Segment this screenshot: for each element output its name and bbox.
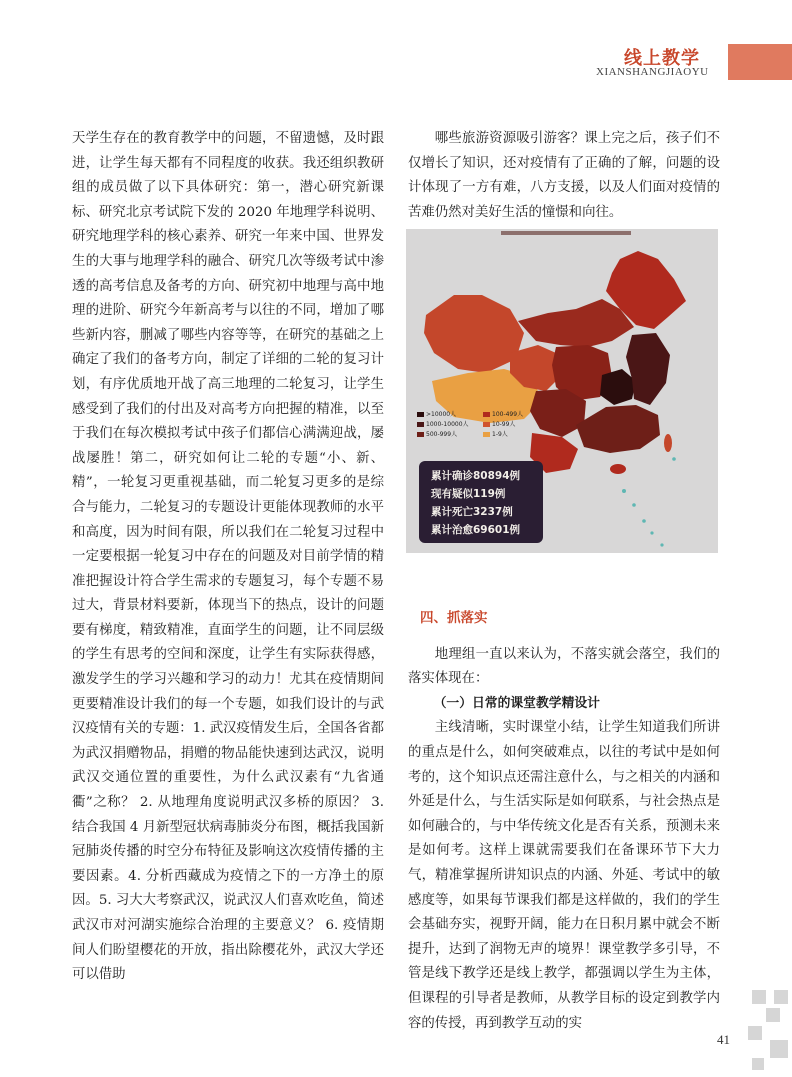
- taiwan-island: [664, 434, 672, 452]
- stat-recovered: 累计治愈69601例: [431, 524, 521, 536]
- stat-deaths: 累计死亡3237例: [431, 506, 513, 518]
- legend-item: 1000-10000人: [417, 419, 469, 428]
- section-intro: 地理组一直以来认为，不落实就会落空，我们的落实体现在：: [408, 646, 720, 687]
- right-column-top: [408, 127, 720, 225]
- section-subheading: （一）日常的课堂教学精设计: [433, 695, 600, 711]
- legend-item: 100-499人: [483, 409, 523, 418]
- legend-item: 500-999人: [417, 429, 457, 438]
- right-column-bottom: [408, 606, 720, 1036]
- section-body: 主线清晰，实时课堂小结，让学生知道我们所讲的重点是什么，如何突破难点，以往的考试中是如何考的，这个知识点还需注意什么，与之相关的内涵和外延是什么，与生活实际是如何联系，与社会热点是如何融合的，与中华传统文化是否有关系，预测未来是如何考。这样上课就需要我们在备课环节下大力气，精准掌握所讲知识点的内涵、外延、考试中的敏感度等，如果每节课我们都是这样做的，我们的学生会基础夯实，视野开阔，能力在日积月累中就会不断提升，达到了润物无声的境界！课堂教学多引导，不管是线下教学还是线上教学，都强调以学生为主体，但课程的引导者是教师，从教学目标的设定到教学内容的传授，再到教学互动的实: [408, 720, 720, 1031]
- right-column-top-text: 哪些旅游资源吸引游客？课上完之后，孩子们不仅增长了知识，还对疫情有了正确的了解，问题的设计体现了一方有难，八方支援，以及人们面对疫情的苦难仍然对美好生活的憧憬和向往。: [408, 131, 720, 220]
- map-title-strip: [501, 231, 631, 235]
- header-title: 线上教学: [624, 48, 700, 69]
- legend-item: >10000人: [417, 409, 456, 418]
- statistics-box: [419, 461, 543, 543]
- legend-item: 10-99人: [483, 419, 515, 428]
- header-color-bar: [728, 44, 792, 80]
- stat-confirmed: 累计确诊80894例: [431, 470, 521, 482]
- page-number: 41: [717, 1032, 730, 1047]
- legend-item: 1-9人: [483, 429, 508, 438]
- epidemic-map-figure: [406, 229, 718, 553]
- stat-suspected: 现有疑似119例: [431, 488, 506, 500]
- hainan-island: [610, 464, 626, 474]
- header-subtitle: XIANSHANGJIAOYU: [596, 66, 709, 78]
- left-column: [72, 127, 384, 988]
- section-heading: 四、抓落实: [420, 610, 488, 626]
- left-column-text: 天学生存在的教育教学中的问题，不留遗憾，及时跟进，让学生每天都有不同程度的收获。我还组织教研组的成员做了以下具体研究：第一，潜心研究新课标、研究北京考试院下发的 2020 年地理学科说明、研究地理学科的核心素养、研究一年来中国、世界发生的大事与地理学科的融合、研究几次等级考试中渗透的高考信息及备考的方向、研究初中地理与高中地理的进阶、研究今年新高考与以往的不同，增加了哪些新内容，删减了哪些内容等等，在研究的基础之上确定了我们的备考方向，制定了详细的二轮的复习计划，有序优质地开战了高三地理的二轮复习，让学生感受到了我们的付出及对高考方向把握的精准，以至于我们在每次模拟考试中孩子们都信心满满迎战，屡战屡胜！第二，研究如何让二轮的专题“小、新、精”，一轮复习更重视基础，而二轮复习更多的是综合与能力，二轮复习的专题设计更能体现教师的水平和高度，因为时间有限，所以我们在二轮复习过程中一定要根据一轮复习中存在的问题及对目前学情的精准把握设计符合学生需求的专题复习，每个专题不易过大，背景材料要新，体现当下的热点，设计的问题要有梯度，精致精准，直面学生的问题，让不同层级的学生有思考的空间和深度，让学生有实际获得感，激发学生的学习兴趣和学习的动力！尤其在疫情期间更要精准设计我们的每一个专题，如我们设计的与武汉疫情有关的专题：1. 武汉疫情发生后，全国各省都为武汉捐赠物品，捐赠的物品能快速到达武汉，说明武汉交通位置的重要性，为什么武汉素有“九省通衢”之称？ 2. 从地理角度说明武汉多桥的原因？ 3. 结合我国 4 月新型冠状病毒肺炎分布图，概括我国新冠肺炎传播的时空分布特征及影响这次疫情传播的主要因素。4. 分析西藏成为疫情之下的一方净土的原因。5. 习大大考察武汉，说武汉人们喜欢吃鱼，简述武汉市对河湖实施综合治理的主要意义？ 6. 疫情期间人们盼望樱花的开放，指出除樱花外，武汉大学还可以借助: [72, 131, 384, 983]
